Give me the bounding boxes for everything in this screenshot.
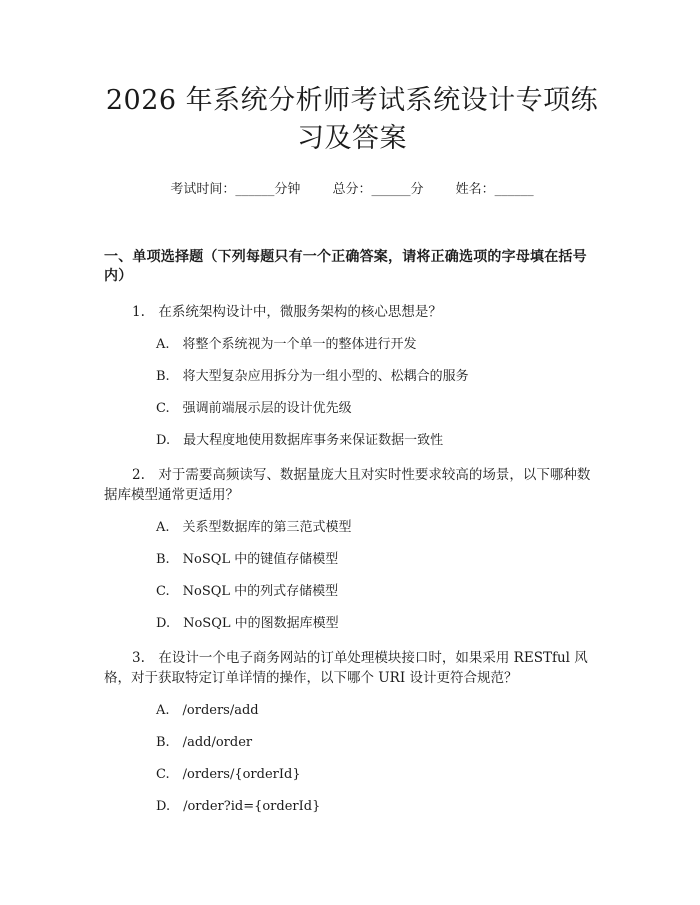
- question-2: [104, 465, 600, 634]
- option-b: B. /add/order: [156, 735, 253, 750]
- question-1: [104, 302, 600, 451]
- option-b: B. 将大型复杂应用拆分为一组小型的、松耦合的服务: [156, 369, 469, 384]
- option-b: B. NoSQL 中的键值存储模型: [156, 552, 339, 567]
- question-stem: 2. 对于需要高频读写、数据量庞大且对实时性要求较高的场景，以下哪种数据库模型通常更适用？: [104, 467, 591, 503]
- option-a: A. /orders/add: [156, 703, 259, 718]
- option-d: D. /order?id={orderId}: [156, 799, 321, 814]
- option-d: D. 最大程度地使用数据库事务来保证数据一致性: [156, 433, 444, 448]
- option-a: A. 关系型数据库的第三范式模型: [156, 520, 352, 535]
- option-c: C. 强调前端展示层的设计优先级: [156, 401, 352, 416]
- question-3: [104, 648, 600, 817]
- option-c: C. NoSQL 中的列式存储模型: [156, 584, 339, 599]
- question-stem: 1. 在系统架构设计中，微服务架构的核心思想是？: [132, 304, 442, 320]
- section-heading: 一、单项选择题（下列每题只有一个正确答案，请将正确选项的字母填在括号内）: [104, 249, 587, 284]
- total-score-field: 总分：______分: [332, 182, 424, 197]
- exam-meta: [104, 181, 600, 199]
- exam-time-field: 考试时间：______分钟: [170, 182, 301, 197]
- student-name-field: 姓名：______: [455, 182, 534, 197]
- document-title: 2026 年系统分析师考试系统设计专项练习及答案: [105, 85, 599, 154]
- question-stem: 3. 在设计一个电子商务网站的订单处理模块接口时，如果采用 RESTful 风格，对于获取特定订单详情的操作，以下哪个 URI 设计更符合规范？: [104, 650, 588, 686]
- option-a: A. 将整个系统视为一个单一的整体进行开发: [156, 337, 417, 352]
- option-list: [104, 701, 600, 817]
- option-c: C. /orders/{orderId}: [156, 767, 301, 782]
- option-d: D. NoSQL 中的图数据库模型: [156, 616, 339, 631]
- option-list: [104, 518, 600, 634]
- option-list: [104, 335, 600, 451]
